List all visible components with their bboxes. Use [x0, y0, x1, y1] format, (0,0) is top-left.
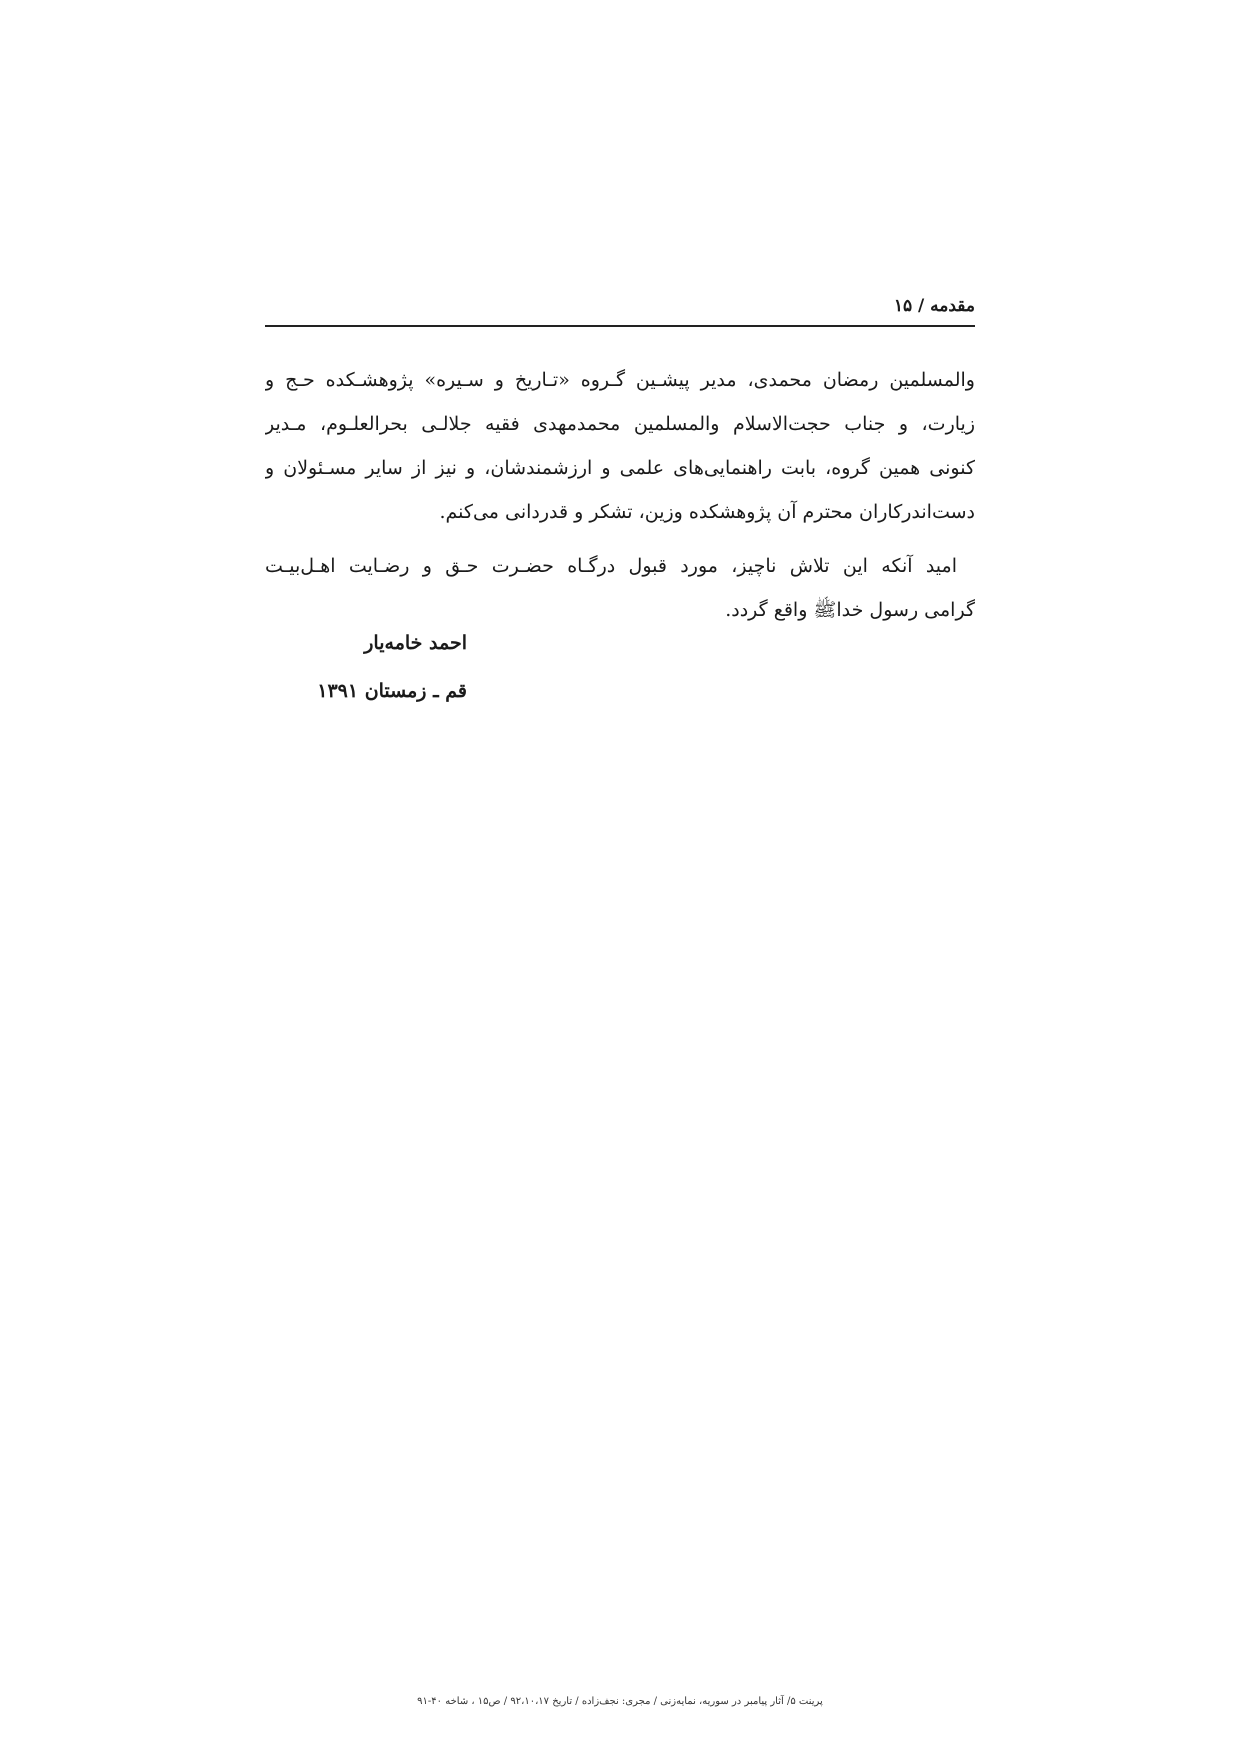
- header-rule: [265, 325, 975, 327]
- print-footer: پرینت ۵/ آثار پیامبر در سوریه، نمایه‌زنی / مجری: نجف‌زاده / تاریخ ۹۲،۱۰،۱۷ / ص۱۵ ، شاخه ۴۰-۹۱: [417, 1696, 823, 1707]
- body-text: [265, 358, 975, 632]
- author-signature: احمد خامه‌یار: [364, 632, 467, 654]
- text-line: امید آنکه این تلاش ناچیز، مورد قبول درگـاه حضـرت حـق و رضـایت اهـل‌بیـت: [265, 555, 957, 577]
- text-line: گرامی رسول خداﷺ واقع گردد.: [725, 599, 975, 621]
- text-line: والمسلمین رمضان محمدی، مدیر پیشـین گـروه «تـاریخ و سـیره» پژوهشـکده حـج و: [265, 369, 975, 391]
- text-line: دست‌اندرکاران محترم آن پژوهشکده وزین، تشکر و قدردانی می‌کنم.: [439, 501, 975, 523]
- place-date: قم ـ زمستان ۱۳۹۱: [317, 680, 467, 702]
- paragraph-gap: [265, 534, 975, 544]
- page-header: [265, 292, 975, 326]
- running-head: مقدمه / ۱۵: [893, 296, 975, 316]
- text-line: زیارت، و جناب حجت‌الاسلام والمسلمین محمدمهدی فقیه جلالـی بحرالعلـوم، مـدیر: [265, 413, 975, 435]
- text-line: کنونی همین گروه، بابت راهنمایی‌های علمی و ارزشمندشان، و نیز از سایر مسـئولان و: [265, 457, 975, 479]
